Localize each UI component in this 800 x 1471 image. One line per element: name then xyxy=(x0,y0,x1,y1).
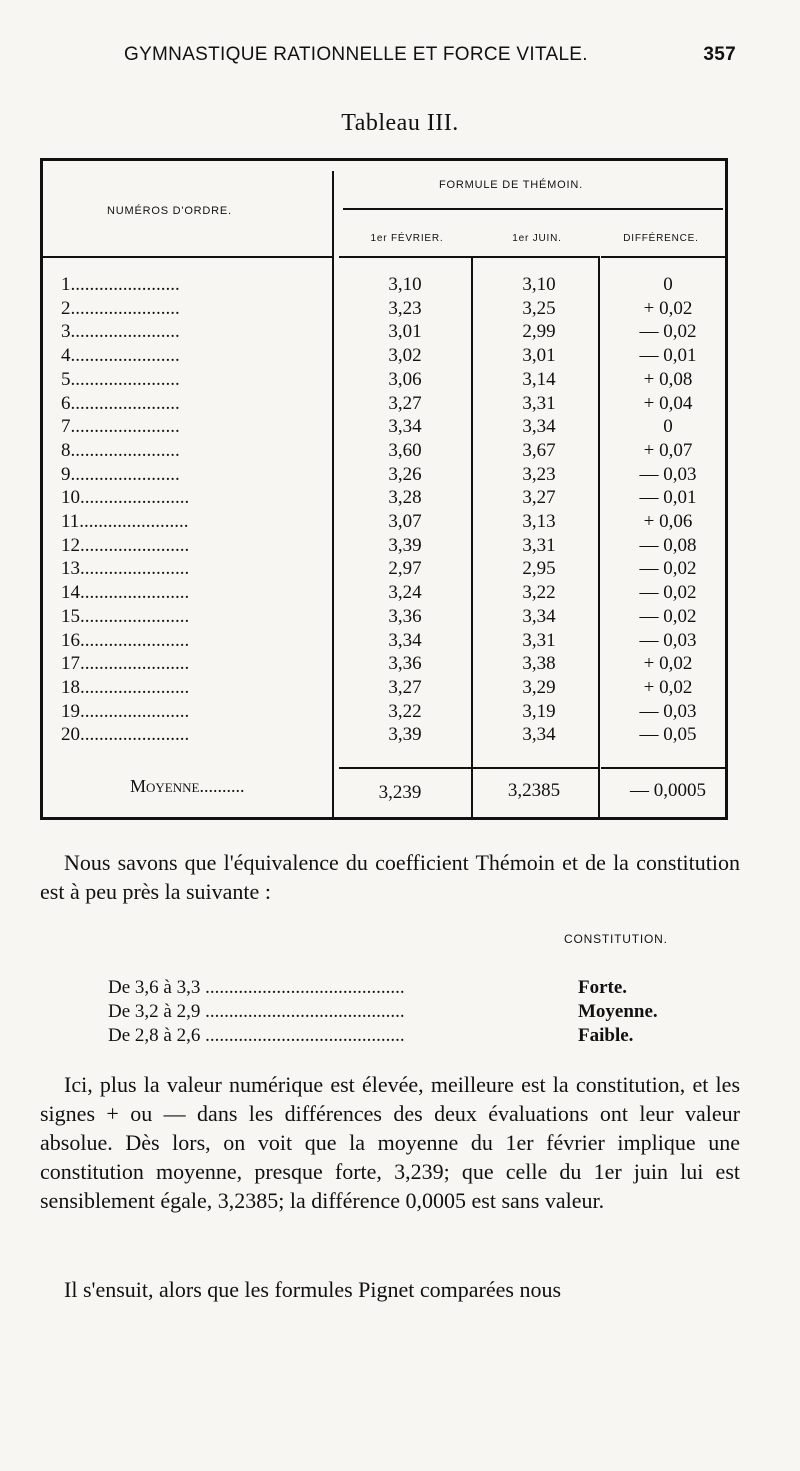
leader-dots: .......................................... xyxy=(200,977,405,998)
row-number-value: 8 xyxy=(61,439,71,461)
running-head: GYMNASTIQUE RATIONNELLE ET FORCE VITALE. xyxy=(124,44,588,65)
cell-fevrier: 3,07 xyxy=(388,511,422,532)
cell-difference: — 0,01 xyxy=(639,345,697,367)
leader-dots: ....................... xyxy=(80,534,190,556)
header-rule-fev xyxy=(339,256,471,258)
row-number-value: 2 xyxy=(61,297,71,319)
row-number-value: 13 xyxy=(61,558,80,580)
row-number-value: 7 xyxy=(61,416,71,438)
cell-fevrier: 3,36 xyxy=(388,605,422,627)
cell-juin: 3,29 xyxy=(522,676,556,698)
row-number xyxy=(61,416,331,438)
cell-difference: 0 xyxy=(663,274,673,295)
row-number xyxy=(61,653,331,675)
row-number-value: 19 xyxy=(61,700,80,722)
row-number-value: 11 xyxy=(61,511,80,532)
row-number xyxy=(61,345,331,367)
paragraph-interpretation: Ici, plus la valeur numérique est élevée, meilleure est la constitution, et les signes + ou — dans les différences des deux évaluations ont leur valeur absolue. Dès lors, on voit que la moyenne du 1er février implique une constitution moyenne, presque forte, 3,239; que celle du 1er juin lui est sensiblement égale, 3,2385; la différence 0,0005 est sans valeur. xyxy=(40,1072,740,1213)
row-number xyxy=(61,393,331,415)
group-header: FORMULE DE THÉMOIN. xyxy=(439,179,583,191)
header-rule-diff xyxy=(601,256,725,258)
cell-fevrier: 3,01 xyxy=(388,321,422,343)
row-number xyxy=(61,724,331,746)
moyenne-difference: — 0,0005 xyxy=(630,780,706,801)
scale-range-text: De 2,8 à 2,6 xyxy=(108,1025,201,1046)
row-number-value: 3 xyxy=(61,321,71,343)
cell-fevrier: 3,26 xyxy=(388,463,422,485)
cell-difference: — 0,05 xyxy=(639,724,697,746)
row-number-value: 10 xyxy=(61,487,80,509)
leader-dots: ....................... xyxy=(80,605,190,627)
cell-fevrier: 3,06 xyxy=(388,368,422,390)
header-rule-left xyxy=(43,256,333,258)
cell-difference: — 0,03 xyxy=(639,700,697,722)
leader-dots: ....................... xyxy=(80,558,190,580)
group-rule xyxy=(343,208,723,210)
row-number-value: 12 xyxy=(61,534,80,556)
row-number xyxy=(61,321,331,343)
moyenne-row xyxy=(130,776,244,797)
row-number-value: 4 xyxy=(61,345,71,367)
leader-dots: ....................... xyxy=(80,676,190,698)
cell-juin: 3,34 xyxy=(522,724,556,746)
cell-fevrier: 3,39 xyxy=(388,724,422,746)
leader-dots: ....................... xyxy=(70,274,180,295)
cell-difference: — 0,03 xyxy=(639,629,697,651)
cell-juin: 3,22 xyxy=(522,582,556,604)
total-rule-diff xyxy=(601,767,725,769)
cell-fevrier: 3,39 xyxy=(388,534,422,556)
leader-dots: ....................... xyxy=(70,439,180,461)
row-number-value: 17 xyxy=(61,653,80,675)
paragraph-equivalence: Nous savons que l'équivalence du coefficient Thémoin et de la constitution est à peu près la suivante : xyxy=(40,850,740,904)
header-rule-juin xyxy=(473,256,599,258)
cell-juin: 3,31 xyxy=(522,392,556,414)
cell-fevrier: 3,60 xyxy=(388,439,422,461)
row-number xyxy=(61,274,331,296)
leader-dots: .......... xyxy=(199,776,245,796)
cell-difference: + 0,02 xyxy=(643,653,693,675)
col-header-fevrier: 1er FÉVRIER. xyxy=(370,233,444,244)
leader-dots: .......................................... xyxy=(200,1025,405,1046)
row-number-value: 9 xyxy=(61,463,71,485)
leader-dots: ....................... xyxy=(70,463,180,485)
cell-fevrier: 3,23 xyxy=(388,297,422,319)
row-number xyxy=(61,487,331,509)
table-title: Tableau III. xyxy=(341,110,459,136)
cell-juin: 3,67 xyxy=(522,439,556,461)
row-number xyxy=(61,630,331,652)
cell-difference: — 0,08 xyxy=(639,534,697,556)
data-table xyxy=(40,158,728,820)
cell-fevrier: 3,36 xyxy=(388,653,422,675)
leader-dots: ....................... xyxy=(79,511,189,532)
moyenne-label: Moyenne xyxy=(130,776,200,796)
cell-difference: + 0,08 xyxy=(643,368,693,390)
leader-dots: ....................... xyxy=(80,629,190,651)
leader-dots: ....................... xyxy=(80,653,190,675)
column-divider xyxy=(332,171,334,817)
cell-juin: 3,14 xyxy=(522,368,556,390)
scale-level: Faible. xyxy=(578,1025,634,1046)
cell-fevrier: 3,34 xyxy=(388,629,422,651)
leader-dots: ....................... xyxy=(80,487,190,509)
row-number xyxy=(61,464,331,486)
leader-dots: ....................... xyxy=(80,724,190,746)
leader-dots: ....................... xyxy=(80,700,190,722)
row-number-value: 5 xyxy=(61,368,71,390)
scale-level: Moyenne. xyxy=(578,1001,658,1022)
leader-dots: ....................... xyxy=(70,368,180,390)
row-number xyxy=(61,606,331,628)
row-number-value: 15 xyxy=(61,605,80,627)
leader-dots: ....................... xyxy=(70,297,180,319)
leader-dots: ....................... xyxy=(80,582,190,604)
leader-dots: ....................... xyxy=(70,321,180,343)
cell-fevrier: 3,27 xyxy=(388,676,422,698)
cell-difference: + 0,06 xyxy=(643,511,693,532)
cell-fevrier: 3,24 xyxy=(388,582,422,604)
constitution-header: CONSTITUTION. xyxy=(564,932,668,946)
row-number-value: 14 xyxy=(61,582,80,604)
total-rule-fev xyxy=(339,767,471,769)
cell-fevrier: 3,10 xyxy=(388,274,422,295)
cell-juin: 3,34 xyxy=(522,605,556,627)
col-header-difference: DIFFÉRENCE. xyxy=(623,233,699,244)
cell-juin: 3,31 xyxy=(522,534,556,556)
cell-difference: — 0,02 xyxy=(639,558,697,580)
cell-juin: 3,23 xyxy=(522,463,556,485)
scale-range xyxy=(108,1001,558,1023)
cell-fevrier: 3,28 xyxy=(388,487,422,509)
cell-difference: — 0,02 xyxy=(639,321,697,343)
cell-fevrier: 3,34 xyxy=(388,416,422,438)
cell-juin: 2,95 xyxy=(522,558,556,580)
scale-range-text: De 3,6 à 3,3 xyxy=(108,977,201,998)
row-number xyxy=(61,701,331,723)
scale-range xyxy=(108,1025,558,1047)
row-number-value: 20 xyxy=(61,724,80,746)
row-number-value: 18 xyxy=(61,676,80,698)
col-header-juin: 1er JUIN. xyxy=(512,233,562,244)
row-number xyxy=(61,440,331,462)
cell-difference: — 0,01 xyxy=(639,487,697,509)
cell-difference: + 0,07 xyxy=(643,439,693,461)
cell-juin: 2,99 xyxy=(522,321,556,343)
cell-difference: + 0,04 xyxy=(643,392,693,414)
row-number xyxy=(61,582,331,604)
total-rule-juin xyxy=(473,767,599,769)
scale-range-text: De 3,2 à 2,9 xyxy=(108,1001,201,1022)
cell-juin: 3,34 xyxy=(522,416,556,438)
cell-juin: 3,13 xyxy=(522,511,556,532)
leader-dots: ....................... xyxy=(70,416,180,438)
running-header xyxy=(124,44,736,74)
row-number-value: 6 xyxy=(61,392,71,414)
cell-fevrier: 3,27 xyxy=(388,392,422,414)
page-number: 357 xyxy=(703,44,736,65)
moyenne-juin: 3,2385 xyxy=(507,780,561,801)
cell-juin: 3,25 xyxy=(522,297,556,319)
cell-fevrier: 3,22 xyxy=(388,700,422,722)
cell-juin: 3,38 xyxy=(522,653,556,675)
row-number xyxy=(61,511,331,533)
cell-juin: 3,10 xyxy=(522,274,556,295)
cell-difference: 0 xyxy=(663,416,673,438)
row-number xyxy=(61,535,331,557)
cell-fevrier: 2,97 xyxy=(388,558,422,580)
row-number xyxy=(61,677,331,699)
cell-juin: 3,01 xyxy=(522,345,556,367)
row-number xyxy=(61,298,331,320)
cell-difference: + 0,02 xyxy=(643,297,693,319)
leader-dots: ....................... xyxy=(70,345,180,367)
column-divider xyxy=(471,256,473,817)
cell-fevrier: 3,02 xyxy=(388,345,422,367)
cell-juin: 3,19 xyxy=(522,700,556,722)
cell-difference: + 0,02 xyxy=(643,676,693,698)
cell-difference: — 0,03 xyxy=(639,463,697,485)
col-header-numeros: NUMÉROS D'ORDRE. xyxy=(107,205,232,217)
leader-dots: .......................................... xyxy=(200,1001,405,1022)
row-number xyxy=(61,369,331,391)
cell-difference: — 0,02 xyxy=(639,582,697,604)
moyenne-fevrier: 3,239 xyxy=(378,782,422,803)
scale-range xyxy=(108,977,558,999)
cell-difference: — 0,02 xyxy=(639,605,697,627)
row-number xyxy=(61,558,331,580)
leader-dots: ....................... xyxy=(70,392,180,414)
cell-juin: 3,27 xyxy=(522,487,556,509)
cell-juin: 3,31 xyxy=(522,629,556,651)
scale-level: Forte. xyxy=(578,977,628,998)
row-number-value: 16 xyxy=(61,629,80,651)
row-number-value: 1 xyxy=(61,274,71,295)
paragraph-consequence: Il s'ensuit, alors que les formules Pignet comparées nous xyxy=(64,1277,562,1302)
